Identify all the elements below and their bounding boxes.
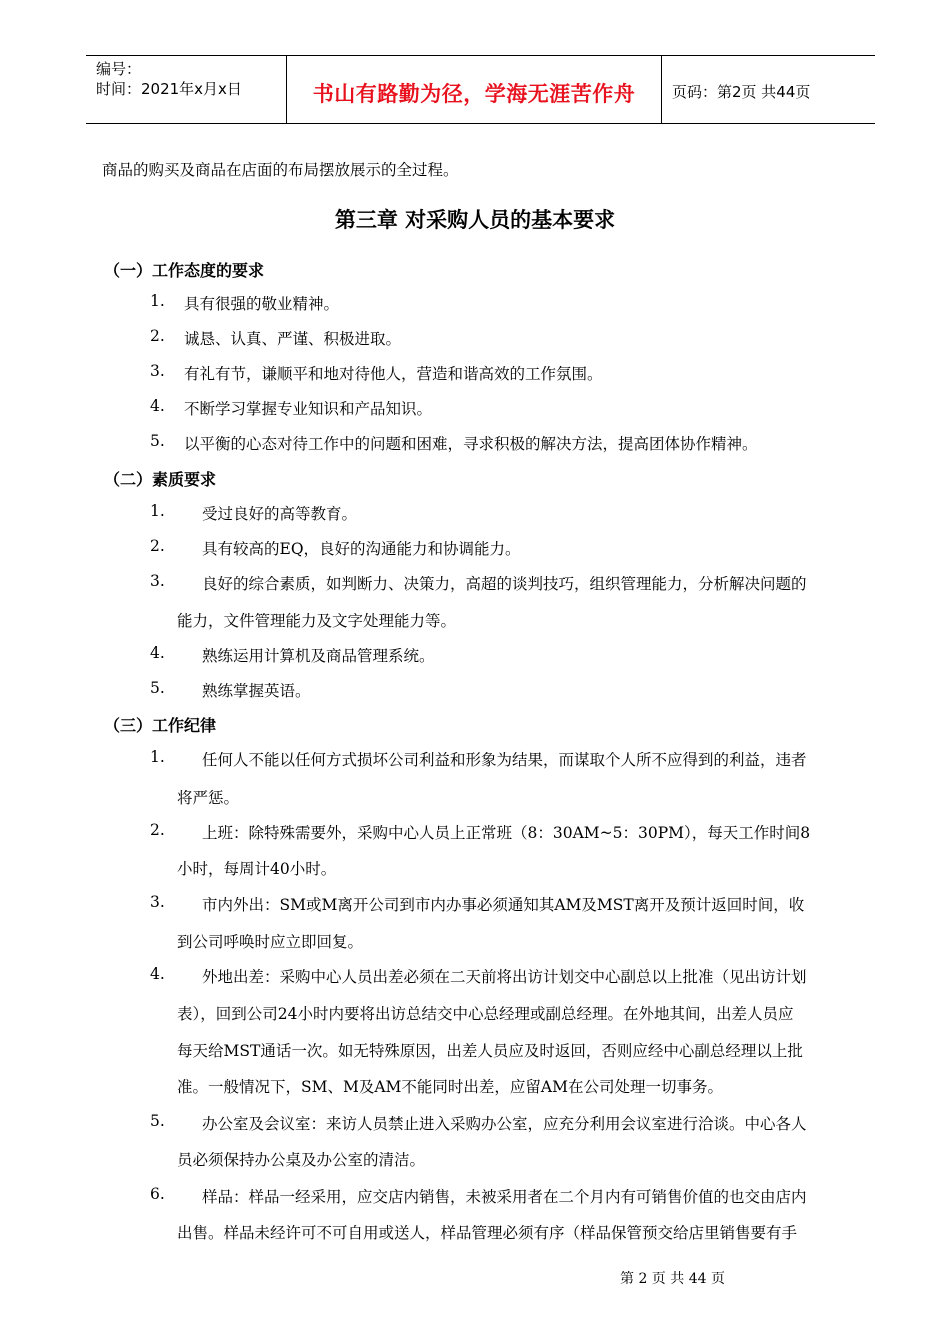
section-heading: （一）工作态度的要求 <box>104 261 265 280</box>
item-text: 外地出差：采购中心人员出差必须在二天前将出访计划交中心副总以上批准（见出访计划 <box>202 968 807 986</box>
header-page-cell <box>662 56 875 123</box>
item-number: 2. <box>150 327 165 345</box>
item-text: 受过良好的高等教育。 <box>202 505 358 523</box>
item-text-continued: 员必须保持办公桌及办公室的清洁。 <box>177 1151 426 1169</box>
item-text: 办公室及会议室：来访人员禁止进入采购办公室，应充分利用会议室进行洽谈。中心各人 <box>202 1115 807 1133</box>
item-text-continued: 准。一般情况下，SM、M及AM不能同时出差，应留AM在公司处理一切事务。 <box>177 1078 723 1096</box>
item-text: 熟练运用计算机及商品管理系统。 <box>202 647 435 665</box>
item-text: 具有很强的敬业精神。 <box>184 295 340 313</box>
item-text: 不断学习掌握专业知识和产品知识。 <box>184 400 433 418</box>
item-text-continued: 出售。样品未经许可不可自用或送人，样品管理必须有序（样品保管预交给店里销售要有手 <box>177 1224 798 1242</box>
header-motto-cell <box>286 56 662 123</box>
item-number: 3. <box>150 572 165 590</box>
item-number: 1. <box>150 502 165 520</box>
section-heading: （二）素质要求 <box>104 470 217 489</box>
item-text: 诚恳、认真、严谨、积极进取。 <box>184 330 402 348</box>
item-number: 6. <box>150 1185 165 1203</box>
item-text: 市内外出：SM或M离开公司到市内办事必须通知其AM及MST离开及预计返回时间，收 <box>202 896 805 914</box>
item-number: 1. <box>150 748 165 766</box>
intro-text: 商品的购买及商品在店面的布局摆放展示的全过程。 <box>102 161 459 179</box>
item-text: 样品：样品一经采用，应交店内销售，未被采用者在二个月内有可销售价值的也交由店内 <box>202 1188 807 1206</box>
item-number: 5. <box>150 432 165 450</box>
item-text: 以平衡的心态对待工作中的问题和困难，寻求积极的解决方法，提高团体协作精神。 <box>184 435 758 453</box>
chapter-title: 第三章 对采购人员的基本要求 <box>334 208 616 232</box>
page-header <box>86 55 875 124</box>
item-text-continued: 将严惩。 <box>177 789 240 807</box>
item-number: 3. <box>150 893 165 911</box>
item-text-continued: 到公司呼唤时应立即回复。 <box>177 933 364 951</box>
item-number: 4. <box>150 397 165 415</box>
item-number: 2. <box>150 821 165 839</box>
page-info: 页码：第2页 共44页 <box>672 83 811 101</box>
motto: 书山有路勤为径，学海无涯苦作舟 <box>312 82 636 106</box>
item-number: 2. <box>150 537 165 555</box>
item-text: 具有较高的EQ，良好的沟通能力和协调能力。 <box>202 540 521 558</box>
header-meta-cell <box>86 56 286 123</box>
item-text: 任何人不能以任何方式损坏公司利益和形象为结果，而谋取个人所不应得到的利益，违者 <box>202 751 807 769</box>
item-text-continued: 表），回到公司24小时内要将出访总结交中心总经理或副总经理。在外地其间，出差人员应 <box>177 1005 794 1023</box>
item-text: 熟练掌握英语。 <box>202 682 311 700</box>
item-text: 良好的综合素质，如判断力、决策力，高超的谈判技巧，组织管理能力，分析解决问题的 <box>202 575 807 593</box>
item-number: 1. <box>150 292 165 310</box>
item-text: 有礼有节，谦顺平和地对待他人，营造和谐高效的工作氛围。 <box>184 365 603 383</box>
time-label: 时间：2021年x月x日 <box>96 80 242 98</box>
item-number: 5. <box>150 1112 165 1130</box>
page-footer: 第 2 页 共 44 页 <box>620 1271 725 1287</box>
number-label: 编号： <box>96 60 142 78</box>
item-text-continued: 小时，每周计40小时。 <box>177 860 337 878</box>
section-heading: （三）工作纪律 <box>104 716 217 735</box>
item-number: 4. <box>150 965 165 983</box>
item-number: 5. <box>150 679 165 697</box>
item-number: 3. <box>150 362 165 380</box>
item-text-continued: 每天给MST通话一次。如无特殊原因，出差人员应及时返回，否则应经中心副总经理以上批 <box>177 1042 803 1060</box>
item-number: 4. <box>150 644 165 662</box>
item-text: 上班：除特殊需要外，采购中心人员上正常班（8：30AM~5：30PM），每天工作时间8 <box>202 824 811 842</box>
item-text-continued: 能力，文件管理能力及文字处理能力等。 <box>177 612 457 630</box>
